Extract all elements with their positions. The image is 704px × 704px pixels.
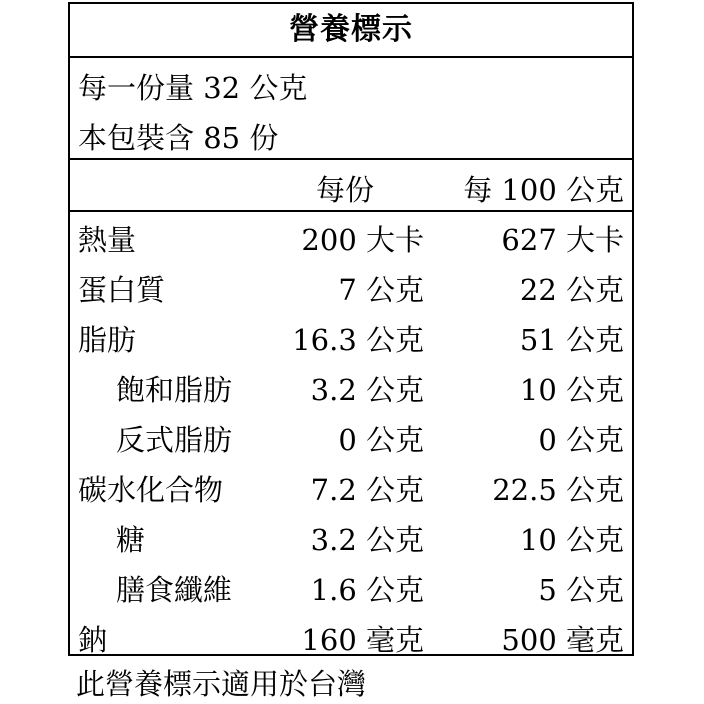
column-header-row — [70, 158, 632, 212]
nutrient-table — [70, 210, 632, 657]
nutrient-name: 膳食纖維 — [116, 573, 233, 607]
nutrient-name: 糖 — [116, 523, 146, 557]
nutrient-per-100g: 22.5 公克 — [492, 473, 624, 507]
nutrient-per-100g: 0 公克 — [538, 423, 624, 457]
nutrient-name: 脂肪 — [78, 323, 137, 357]
nutrient-row — [70, 318, 632, 368]
nutrient-per-serving: 16.3 公克 — [292, 323, 424, 357]
nutrient-per-100g: 5 公克 — [538, 573, 624, 607]
nutrient-per-100g: 10 公克 — [519, 523, 624, 557]
nutrient-name: 鈉 — [78, 623, 108, 657]
nutrient-per-100g: 500 毫克 — [501, 623, 624, 657]
column-header-per-serving: 每份 — [316, 173, 375, 207]
nutrient-per-100g: 22 公克 — [519, 273, 624, 307]
nutrient-row — [70, 618, 632, 668]
nutrient-name: 反式脂肪 — [116, 423, 233, 457]
nutrient-per-100g: 10 公克 — [519, 373, 624, 407]
nutrient-row — [70, 468, 632, 518]
nutrient-row — [70, 368, 632, 418]
nutrition-facts-panel — [68, 2, 634, 656]
nutrient-per-100g: 627 大卡 — [501, 223, 624, 257]
nutrient-row — [70, 218, 632, 268]
nutrient-per-serving: 3.2 公克 — [310, 523, 424, 557]
nutrient-per-serving: 200 大卡 — [301, 223, 424, 257]
nutrient-name: 飽和脂肪 — [116, 373, 233, 407]
nutrient-per-serving: 160 毫克 — [301, 623, 424, 657]
serving-info — [70, 56, 632, 160]
nutrient-per-serving: 7.2 公克 — [310, 473, 424, 507]
nutrient-per-serving: 3.2 公克 — [310, 373, 424, 407]
nutrient-name: 碳水化合物 — [78, 473, 224, 507]
nutrient-row — [70, 568, 632, 618]
column-header-per-100g: 每 100 公克 — [463, 173, 624, 207]
nutrient-name: 蛋白質 — [78, 273, 166, 307]
serving-size: 每一份量 32 公克 — [78, 71, 308, 105]
panel-title: 營養標示 — [70, 4, 632, 58]
nutrient-name: 熱量 — [78, 223, 137, 257]
nutrient-row — [70, 418, 632, 468]
nutrient-per-serving: 7 公克 — [338, 273, 424, 307]
nutrient-row — [70, 268, 632, 318]
footer-note: 此營養標示適用於台灣 — [76, 667, 367, 701]
nutrient-per-serving: 1.6 公克 — [310, 573, 424, 607]
nutrient-per-serving: 0 公克 — [338, 423, 424, 457]
nutrient-row — [70, 518, 632, 568]
servings-per-package: 本包裝含 85 份 — [78, 121, 279, 155]
nutrient-per-100g: 51 公克 — [519, 323, 624, 357]
